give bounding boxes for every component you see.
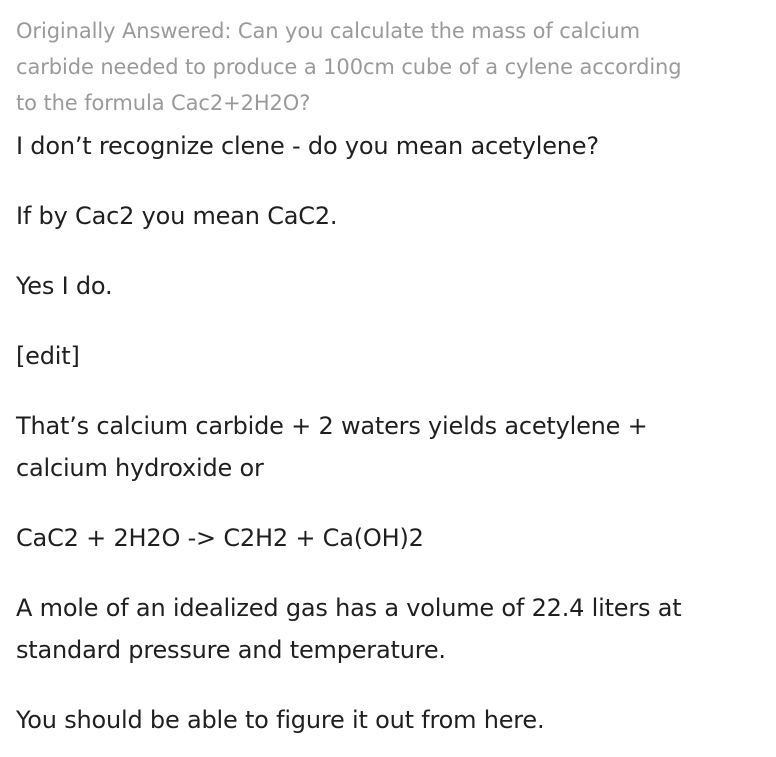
answer-line: standard pressure and temperature. [16,636,446,664]
answer-paragraph [16,265,760,307]
answer-line: You should be able to figure it out from here. [16,706,545,734]
answer-line: I don’t recognize clene - do you mean acetylene? [16,132,599,160]
answer-paragraph [16,405,760,489]
answer-line: If by Cac2 you mean CaC2. [16,202,338,230]
edit-marker: [edit] [16,342,80,370]
answer-line: calcium hydroxide or [16,454,264,482]
answer-paragraph [16,195,760,237]
answer-paragraph [16,517,760,559]
answer-line: That’s calcium carbide + 2 waters yields acetylene + [16,412,648,440]
answer-line: Yes I do. [16,272,113,300]
question-line: carbide needed to produce a 100cm cube of a cylene according [16,55,682,79]
answer-paragraph [16,699,760,741]
answer-paragraph [16,335,760,377]
answer-body [16,125,760,741]
chemical-equation: CaC2 + 2H2O -> C2H2 + Ca(OH)2 [16,524,424,552]
answer-paragraph [16,125,760,167]
question-line: to the formula Cac2+2H2O? [16,91,311,115]
originally-answered-question[interactable] [16,13,760,121]
answer-paragraph [16,587,760,671]
question-line: Originally Answered: Can you calculate the mass of calcium [16,19,640,43]
answer-line: A mole of an idealized gas has a volume of 22.4 liters at [16,594,682,622]
